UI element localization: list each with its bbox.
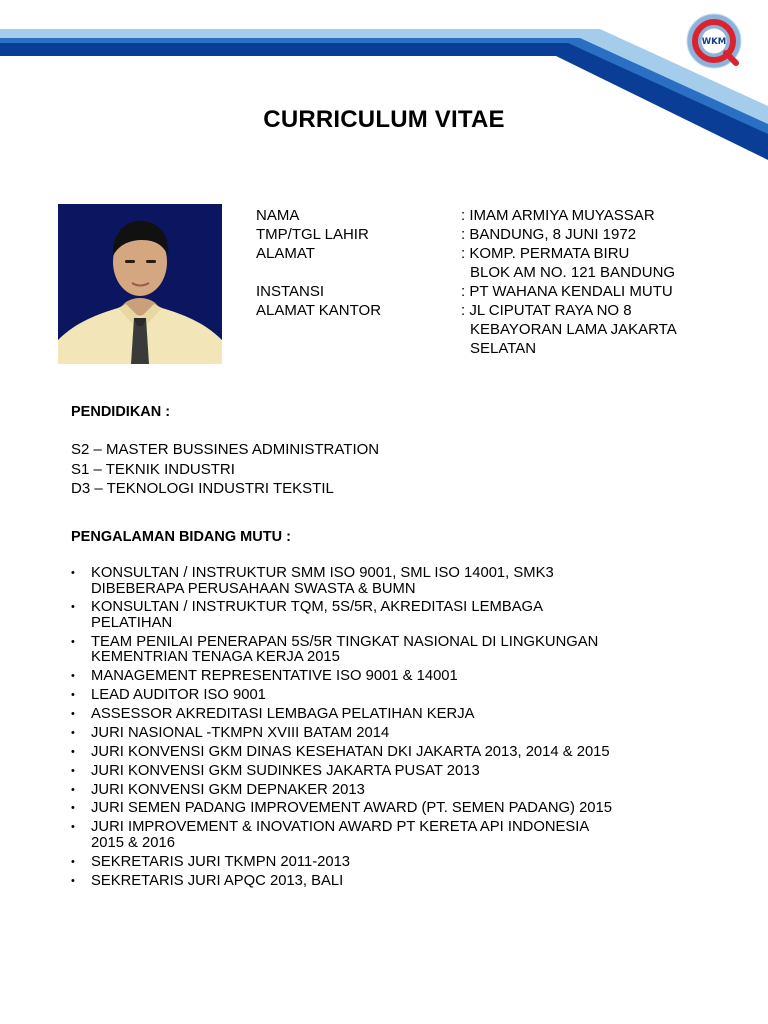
info-value-line: KEBAYORAN LAMA JAKARTA xyxy=(470,321,677,338)
experience-line: 2015 & 2016 xyxy=(91,834,175,851)
info-value-line: : KOMP. PERMATA BIRU xyxy=(461,245,630,262)
info-label: ALAMAT KANTOR xyxy=(256,302,382,319)
info-value-line: BLOK AM NO. 121 BANDUNG xyxy=(470,264,676,281)
bullet: • xyxy=(71,783,75,796)
experience-item xyxy=(71,566,731,597)
experience-line: PELATIHAN xyxy=(91,614,173,631)
experience-line: LEAD AUDITOR ISO 9001 xyxy=(91,687,266,704)
personal-info xyxy=(256,206,736,358)
experience-text xyxy=(91,764,731,780)
experience-item xyxy=(71,874,731,890)
experience-line: TEAM PENILAI PENERAPAN 5S/5R TINGKAT NASIONAL DI LINGKUNGAN xyxy=(91,633,599,650)
education-heading: PENDIDIKAN : xyxy=(71,404,171,420)
profile-photo xyxy=(58,204,222,364)
education-item: D3 – TEKNOLOGI INDUSTRI TEKSTIL xyxy=(71,480,334,497)
bullet: • xyxy=(71,726,75,739)
experience-item xyxy=(71,801,731,817)
bullet: • xyxy=(71,855,75,868)
bullet: • xyxy=(71,635,75,648)
info-label: INSTANSI xyxy=(256,283,325,300)
experience-item xyxy=(71,707,731,723)
experience-text xyxy=(91,745,731,761)
education-list xyxy=(71,440,379,499)
education-item: S1 – TEKNIK INDUSTRI xyxy=(71,460,235,478)
bullet: • xyxy=(71,670,75,683)
experience-text xyxy=(91,820,731,851)
info-value-line: SELATAN xyxy=(470,340,537,357)
info-value xyxy=(461,282,736,301)
info-label: NAMA xyxy=(256,207,300,224)
experience-line: KONSULTAN / INSTRUKTUR TQM, 5S/5R, AKREDITASI LEMBAGA xyxy=(91,599,543,616)
experience-item xyxy=(71,688,731,704)
experience-line: DIBEBERAPA PERUSAHAAN SWASTA & BUMN xyxy=(91,580,416,597)
bullet: • xyxy=(71,745,75,758)
info-label: TMP/TGL LAHIR xyxy=(256,226,369,243)
experience-text xyxy=(91,707,731,723)
experience-item xyxy=(71,635,731,666)
experience-line: ASSESSOR AKREDITASI LEMBAGA PELATIHAN KERJA xyxy=(91,705,475,722)
bullet: • xyxy=(71,689,75,702)
bullet: • xyxy=(71,874,75,887)
experience-line: JURI NASIONAL -TKMPN XVIII BATAM 2014 xyxy=(91,724,390,741)
info-label: ALAMAT xyxy=(256,245,315,262)
experience-item xyxy=(71,600,731,631)
info-value xyxy=(461,244,736,282)
bullet: • xyxy=(71,821,75,834)
bullet: • xyxy=(71,802,75,815)
experience-item xyxy=(71,820,731,851)
experience-text xyxy=(91,726,731,742)
experience-item xyxy=(71,726,731,742)
bullet: • xyxy=(71,567,75,579)
experience-text xyxy=(91,783,731,799)
experience-line: SEKRETARIS JURI TKMPN 2011-2013 xyxy=(91,853,351,870)
experience-item xyxy=(71,669,731,685)
experience-line: KONSULTAN / INSTRUKTUR SMM ISO 9001, SML ISO 14001, SMK3 xyxy=(91,565,554,581)
experience-text xyxy=(91,566,731,597)
bullet: • xyxy=(71,707,75,720)
header-banner xyxy=(0,0,768,160)
experience-text xyxy=(91,600,731,631)
info-value xyxy=(461,225,736,244)
experience-line: JURI KONVENSI GKM SUDINKES JAKARTA PUSAT 2013 xyxy=(91,762,480,779)
info-value xyxy=(461,206,736,225)
education-item: S2 – MASTER BUSSINES ADMINISTRATION xyxy=(71,441,380,458)
company-logo xyxy=(686,13,742,69)
experience-line: KEMENTRIAN TENAGA KERJA 2015 xyxy=(91,649,340,666)
experience-text xyxy=(91,801,731,817)
experience-line: SEKRETARIS JURI APQC 2013, BALI xyxy=(91,872,344,889)
experience-text xyxy=(91,855,731,871)
experience-text xyxy=(91,688,731,704)
info-row-instansi xyxy=(256,282,736,301)
info-value-line: : PT WAHANA KENDALI MUTU xyxy=(461,283,673,300)
info-value-line: : BANDUNG, 8 JUNI 1972 xyxy=(461,226,637,243)
experience-line: JURI SEMEN PADANG IMPROVEMENT AWARD (PT. SEMEN PADANG) 2015 xyxy=(91,800,612,817)
experience-line: MANAGEMENT REPRESENTATIVE ISO 9001 & 14001 xyxy=(91,668,458,685)
info-row-alamat-kantor xyxy=(256,301,736,358)
bullet: • xyxy=(71,764,75,777)
experience-item xyxy=(71,764,731,780)
experience-text xyxy=(91,874,731,890)
info-value-line: : JL CIPUTAT RAYA NO 8 xyxy=(461,302,632,319)
info-value-line: : IMAM ARMIYA MUYASSAR xyxy=(461,207,655,224)
experience-line: JURI KONVENSI GKM DEPNAKER 2013 xyxy=(91,781,365,798)
bullet: • xyxy=(71,601,75,614)
logo-text: WKM xyxy=(701,37,727,47)
info-row-alamat xyxy=(256,244,736,282)
experience-line: JURI IMPROVEMENT & INOVATION AWARD PT KERETA API INDONESIA xyxy=(91,819,590,836)
info-value xyxy=(461,301,736,358)
experience-text xyxy=(91,635,731,666)
experience-text xyxy=(91,669,731,685)
experience-item xyxy=(71,783,731,799)
document-title: CURRICULUM VITAE xyxy=(263,106,505,133)
experience-item xyxy=(71,745,731,761)
info-row-nama xyxy=(256,206,736,225)
info-row-tmp-tgl-lahir xyxy=(256,225,736,244)
experience-list xyxy=(71,566,731,892)
experience-heading: PENGALAMAN BIDANG MUTU : xyxy=(71,529,291,545)
experience-line: JURI KONVENSI GKM DINAS KESEHATAN DKI JAKARTA 2013, 2014 & 2015 xyxy=(91,743,610,760)
experience-item xyxy=(71,855,731,871)
